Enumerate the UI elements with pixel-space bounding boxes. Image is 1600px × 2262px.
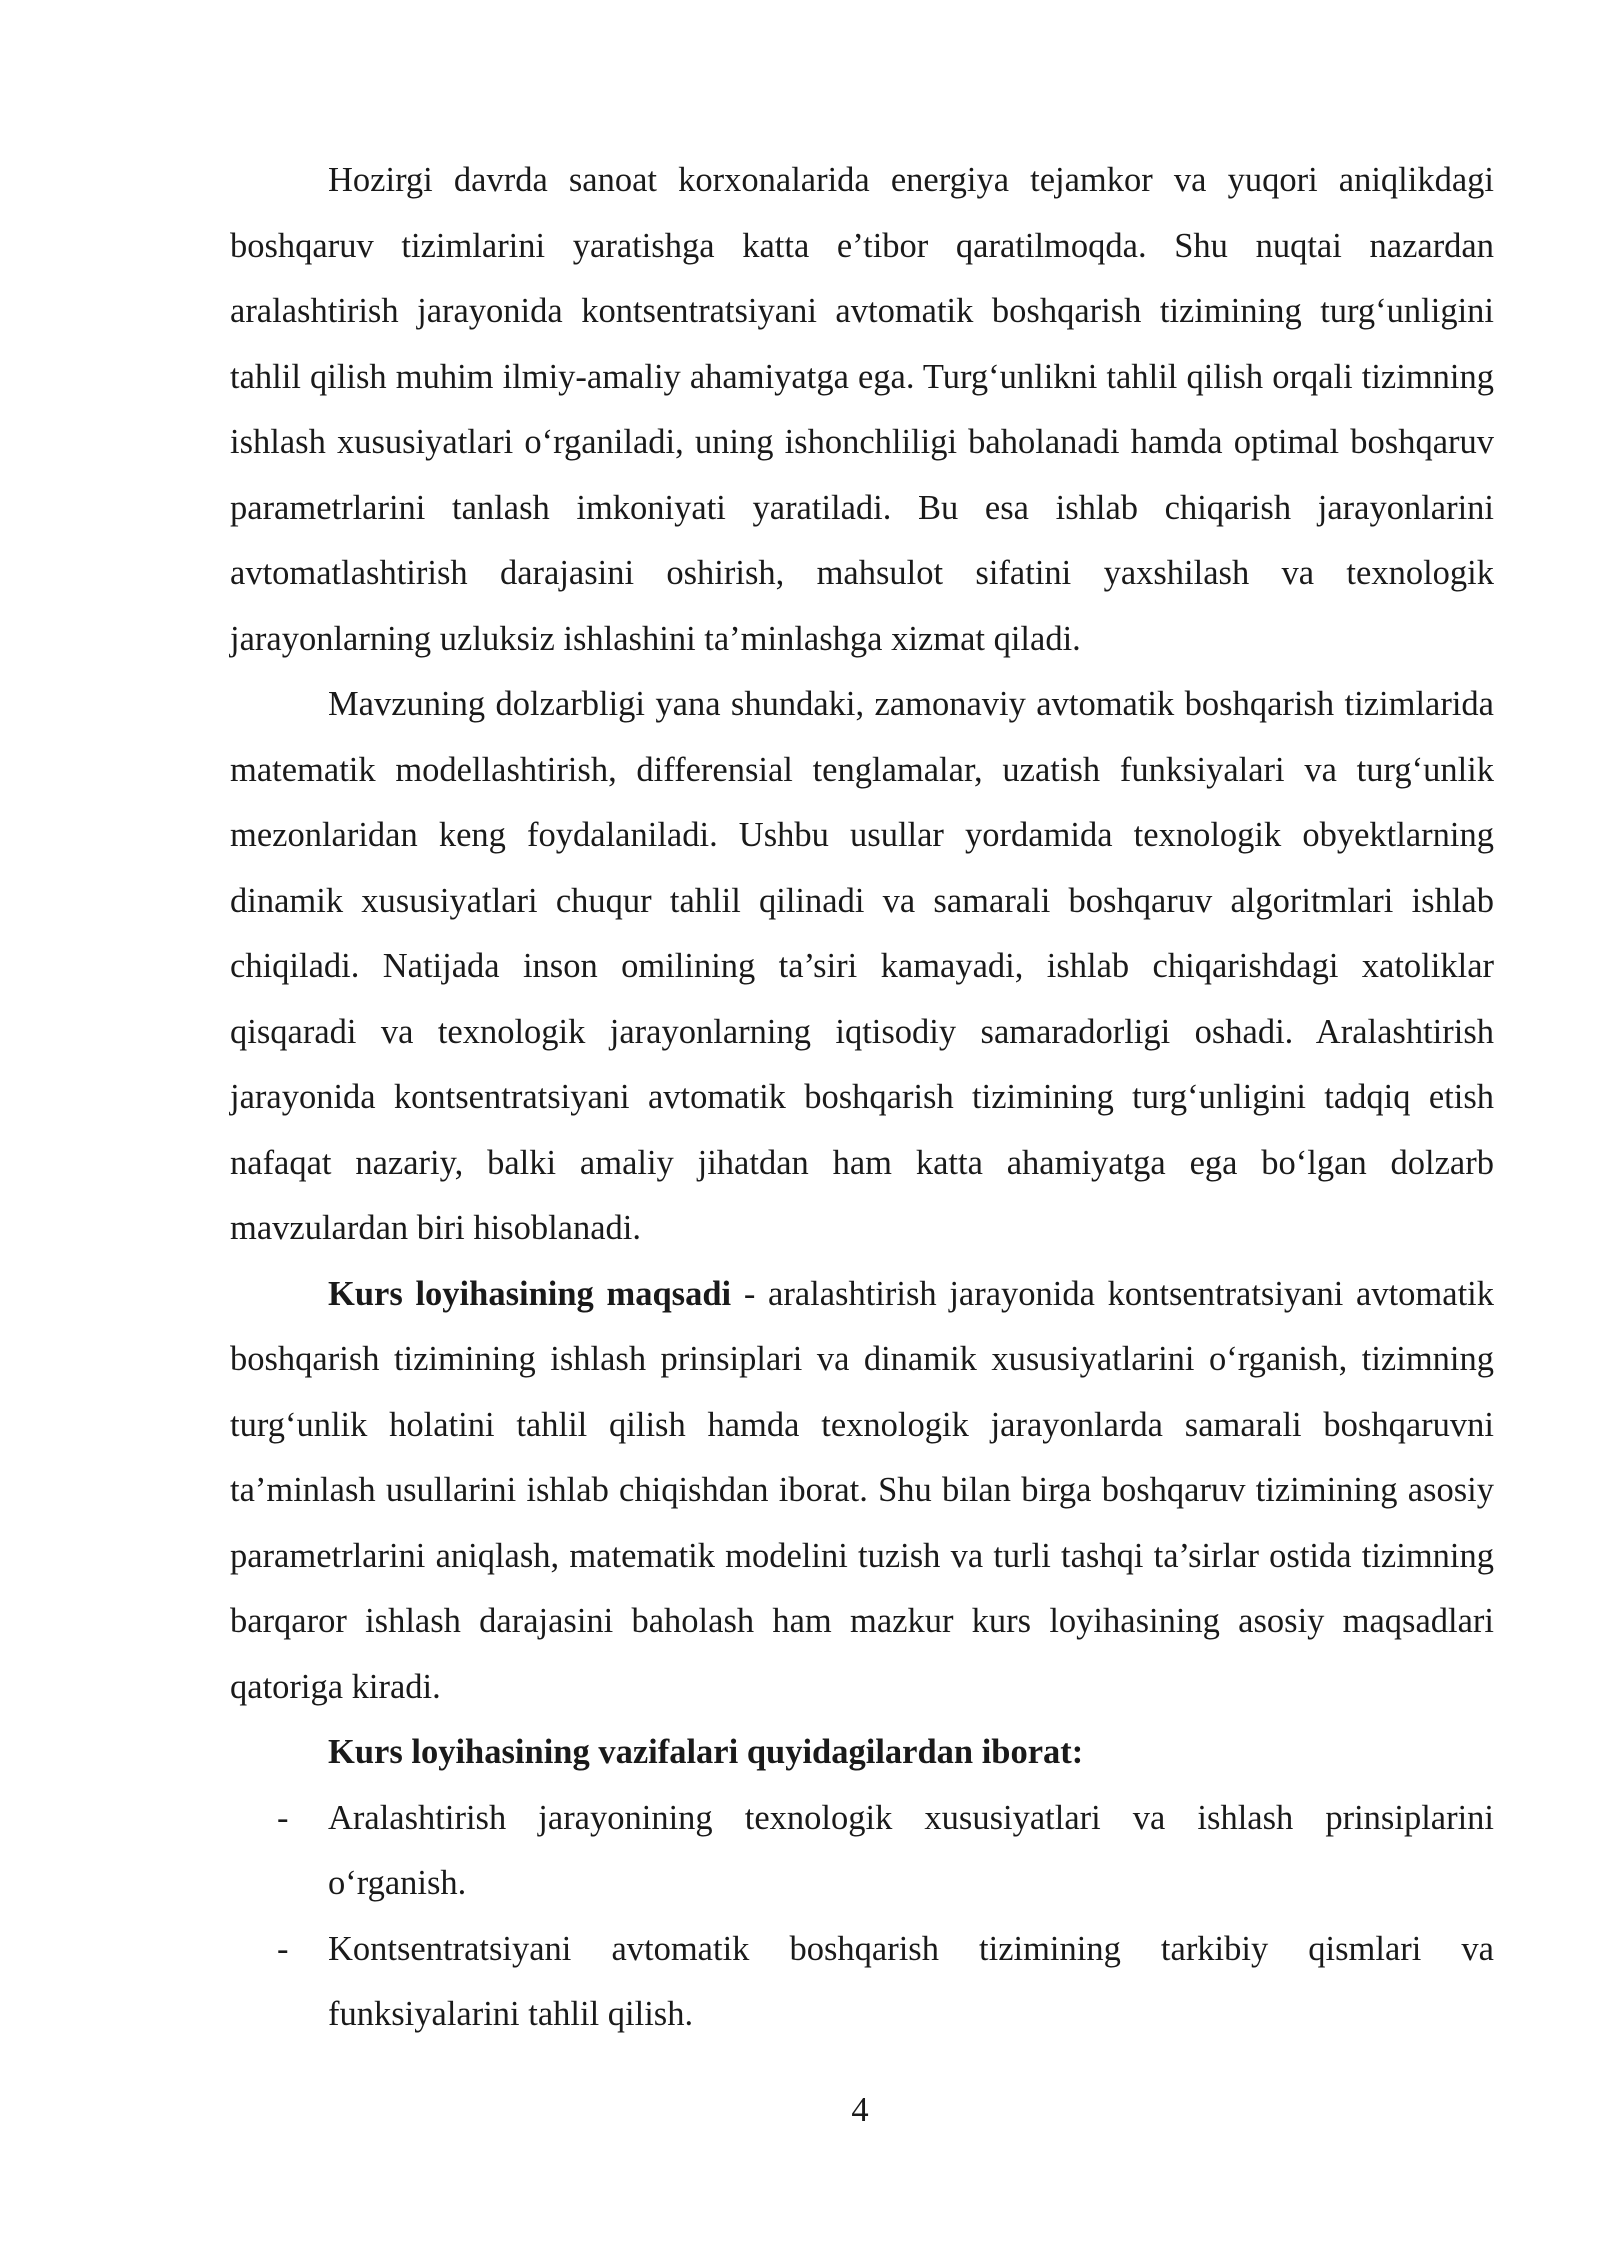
list-item: [230, 1786, 1494, 1917]
dash-bullet: -: [277, 1929, 289, 1968]
goal-label: Kurs loyihasining maqsadi: [328, 1274, 732, 1313]
page-body: [230, 148, 1494, 2048]
tasks-list: [230, 1786, 1494, 2048]
dash-bullet: -: [277, 1798, 289, 1837]
task-text: Aralashtirish jarayonining texnologik xususiyatlari va ishlash prinsiplarini o‘rganish.: [328, 1798, 1494, 1902]
task-text: Kontsentratsiyani avtomatik boshqarish tizimining tarkibiy qismlari va funksiyalarini tahlil qilish.: [328, 1929, 1494, 2033]
list-item: [230, 1917, 1494, 2048]
body-paragraph-intro: Hozirgi davrda sanoat korxonalarida energiya tejamkor va yuqori aniqlikdagi boshqaruv tizimlarini yaratishga katta e’tibor qaratilmoqda. Shu nuqtai nazardan aralashtirish jarayonida kontsentratsiyani avtomatik boshqarish tizimining turg‘unligini tahlil qilish muhim ilmiy-amaliy ahamiyatga ega. Turg‘unlikni tahlil qilish orqali tizimning ishlash xususiyatlari o‘rganiladi, uning ishonchliligi baholanadi hamda optimal boshqaruv parametrlarini tanlash imkoniyati yaratiladi. Bu esa ishlab chiqarish jarayonlarini avtomatlashtirish darajasini oshirish, mahsulot sifatini yaxshilash va texnologik jarayonlarning uzluksiz ishlashini ta’minlashga xizmat qiladi.: [230, 161, 1494, 658]
tasks-heading: Kurs loyihasining vazifalari quyidagilardan iborat:: [328, 1733, 1084, 1771]
page-number: 4: [851, 2091, 869, 2129]
body-paragraph-relevance: Mavzuning dolzarbligi yana shundaki, zamonaviy avtomatik boshqarish tizimlarida matematik modellashtirish, differensial tenglamalar, uzatish funksiyalari va turg‘unlik mezonlaridan keng foydalaniladi. Ushbu usullar yordamida texnologik obyektlarning dinamik xususiyatlari chuqur tahlil qilinadi va samarali boshqaruv algoritmlari ishlab chiqiladi. Natijada inson omilining ta’siri kamayadi, ishlab chiqarishdagi xatoliklar qisqaradi va texnologik jarayonlarning iqtisodiy samaradorligi oshadi. Aralashtirish jarayonida kontsentratsiyani avtomatik boshqarish tizimining turg‘unligini tadqiq etish nafaqat nazariy, balki amaliy jihatdan ham katta ahamiyatga ega bo‘lgan dolzarb mavzulardan biri hisoblanadi.: [230, 685, 1494, 1247]
goal-paragraph: [230, 1262, 1494, 1721]
goal-separator: -: [731, 1274, 769, 1313]
goal-text: aralashtirish jarayonida kontsentratsiyani avtomatik boshqarish tizimining ishlash prinsiplari va dinamik xususiyatlarini o‘rganish, tizimning turg‘unlik holatini tahlil qilish hamda texnologik jarayonlarda samarali boshqaruvni ta’minlash usullarini ishlab chiqishdan iborat. Shu bilan birga boshqaruv tizimining asosiy parametrlarini aniqlash, matematik modelini tuzish va turli tashqi ta’sirlar ostida tizimning barqaror ishlash darajasini baholash ham mazkur kurs loyihasining asosiy maqsadlari qatoriga kiradi.: [230, 1274, 1494, 1706]
